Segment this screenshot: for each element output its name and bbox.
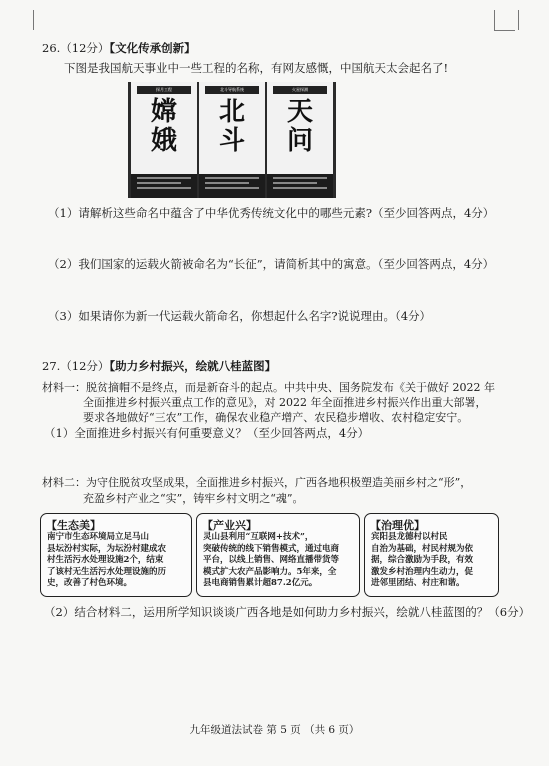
q27-material2-line1: 材料二：为守住脱贫攻坚成果，全面推进乡村振兴，广西各地积极塑造美丽乡村之“形”， [42,476,472,489]
panel-characters: 天 问 [286,97,313,156]
q27-header [42,359,276,374]
panel-characters: 嫦 娥 [150,97,177,156]
q26-sub3: （3）如果请你为新一代运载火箭命名，你想起什么名字?说说理由。（4分） [48,309,432,323]
q27-material2-line2: 充盈乡村产业之“实”，铸牢乡村文明之“魂”。 [83,492,304,505]
crop-mark-top-right-edge [518,10,519,30]
panel-caption [199,174,265,198]
box-title: 【治理优】 [370,519,425,532]
panel-tag: 火星探测 [273,86,327,94]
box-body: 灵山县利用“互联网+技术”， 突破传统的线下销售模式，通过电商 平台，以线上销售、网络直播带货等 模式扩大农产品影响力。5年来，全 县电商销售累计超87.2亿元。 [203,532,340,588]
image-panel-change [131,82,197,198]
q27-sub2: （2）结合材料二，运用所学知识谈谈广西各地是如何助力乡村振兴，绘就八桂蓝图的？（6分） [44,605,531,619]
material-box-ecology [40,513,192,597]
image-panel-beidou [199,82,265,198]
crop-mark-top-left [33,10,34,30]
q26-sub1: （1）请解析这些命名中蕴含了中华优秀传统文化中的哪些元素?（至少回答两点，4分） [48,206,495,220]
q27-material1-line2: 全面推进乡村振兴重点工作的意见》，对 2022 年全面推进乡村振兴作出重大部署， [83,396,487,409]
box-body: 宾阳县龙德村以村民 自治为基础，村民村规为依 据，综合激励为手段，有效 激发乡村治理内生动力，促 进邻里团结、村庄和谐。 [371,532,474,588]
box-body: 南宁市生态环境局立足马山 县坛汾村实际，为坛汾村建成农 村生活污水处理设施2个，结束 了该村无生活污水处理设施的历 史，改善了村色环境。 [47,532,167,588]
aerospace-names-image [128,82,336,198]
material-box-industry [196,513,360,597]
q26-intro: 下图是我国航天事业中一些工程的名称，有网友感慨，中国航天太会起名了! [64,61,449,75]
panel-tag: 探月工程 [137,86,191,94]
q26-header [42,41,196,56]
panel-tag: 北斗导航系统 [205,86,259,94]
material-box-governance [364,513,499,597]
page-footer: 九年级道法试卷 第 5 页 （共 6 页） [189,724,360,736]
panel-caption [131,174,197,198]
box-title: 【产业兴】 [202,519,257,532]
box-title: 【生态美】 [46,519,101,532]
q26-sub2: （2）我们国家的运载火箭被命名为“长征”，请简析其中的寓意。（至少回答两点，4分） [48,257,495,271]
q27-tag: 【助力乡村振兴，绘就八桂蓝图】 [109,359,277,373]
crop-mark-top-right [494,10,515,31]
q26-number: 26.（12分） [42,41,110,55]
panel-characters: 北 斗 [218,97,245,156]
q27-material1-line3: 要求各地做好“三农”工作，确保农业稳产增产、农民稳步增收、农村稳定安宁。 [83,411,469,424]
q27-sub1: （1）全面推进乡村振兴有何重要意义？（至少回答两点，4分） [44,426,370,440]
q26-tag: 【文化传承创新】 [109,41,196,55]
image-panel-tianwen [267,82,333,198]
q27-material1-line1: 材料一：脱贫摘帽不是终点，而是新奋斗的起点。中共中央、国务院发布《关于做好 2022 年 [42,381,495,394]
panel-caption [267,174,333,198]
q27-number: 27.（12分） [42,359,110,373]
